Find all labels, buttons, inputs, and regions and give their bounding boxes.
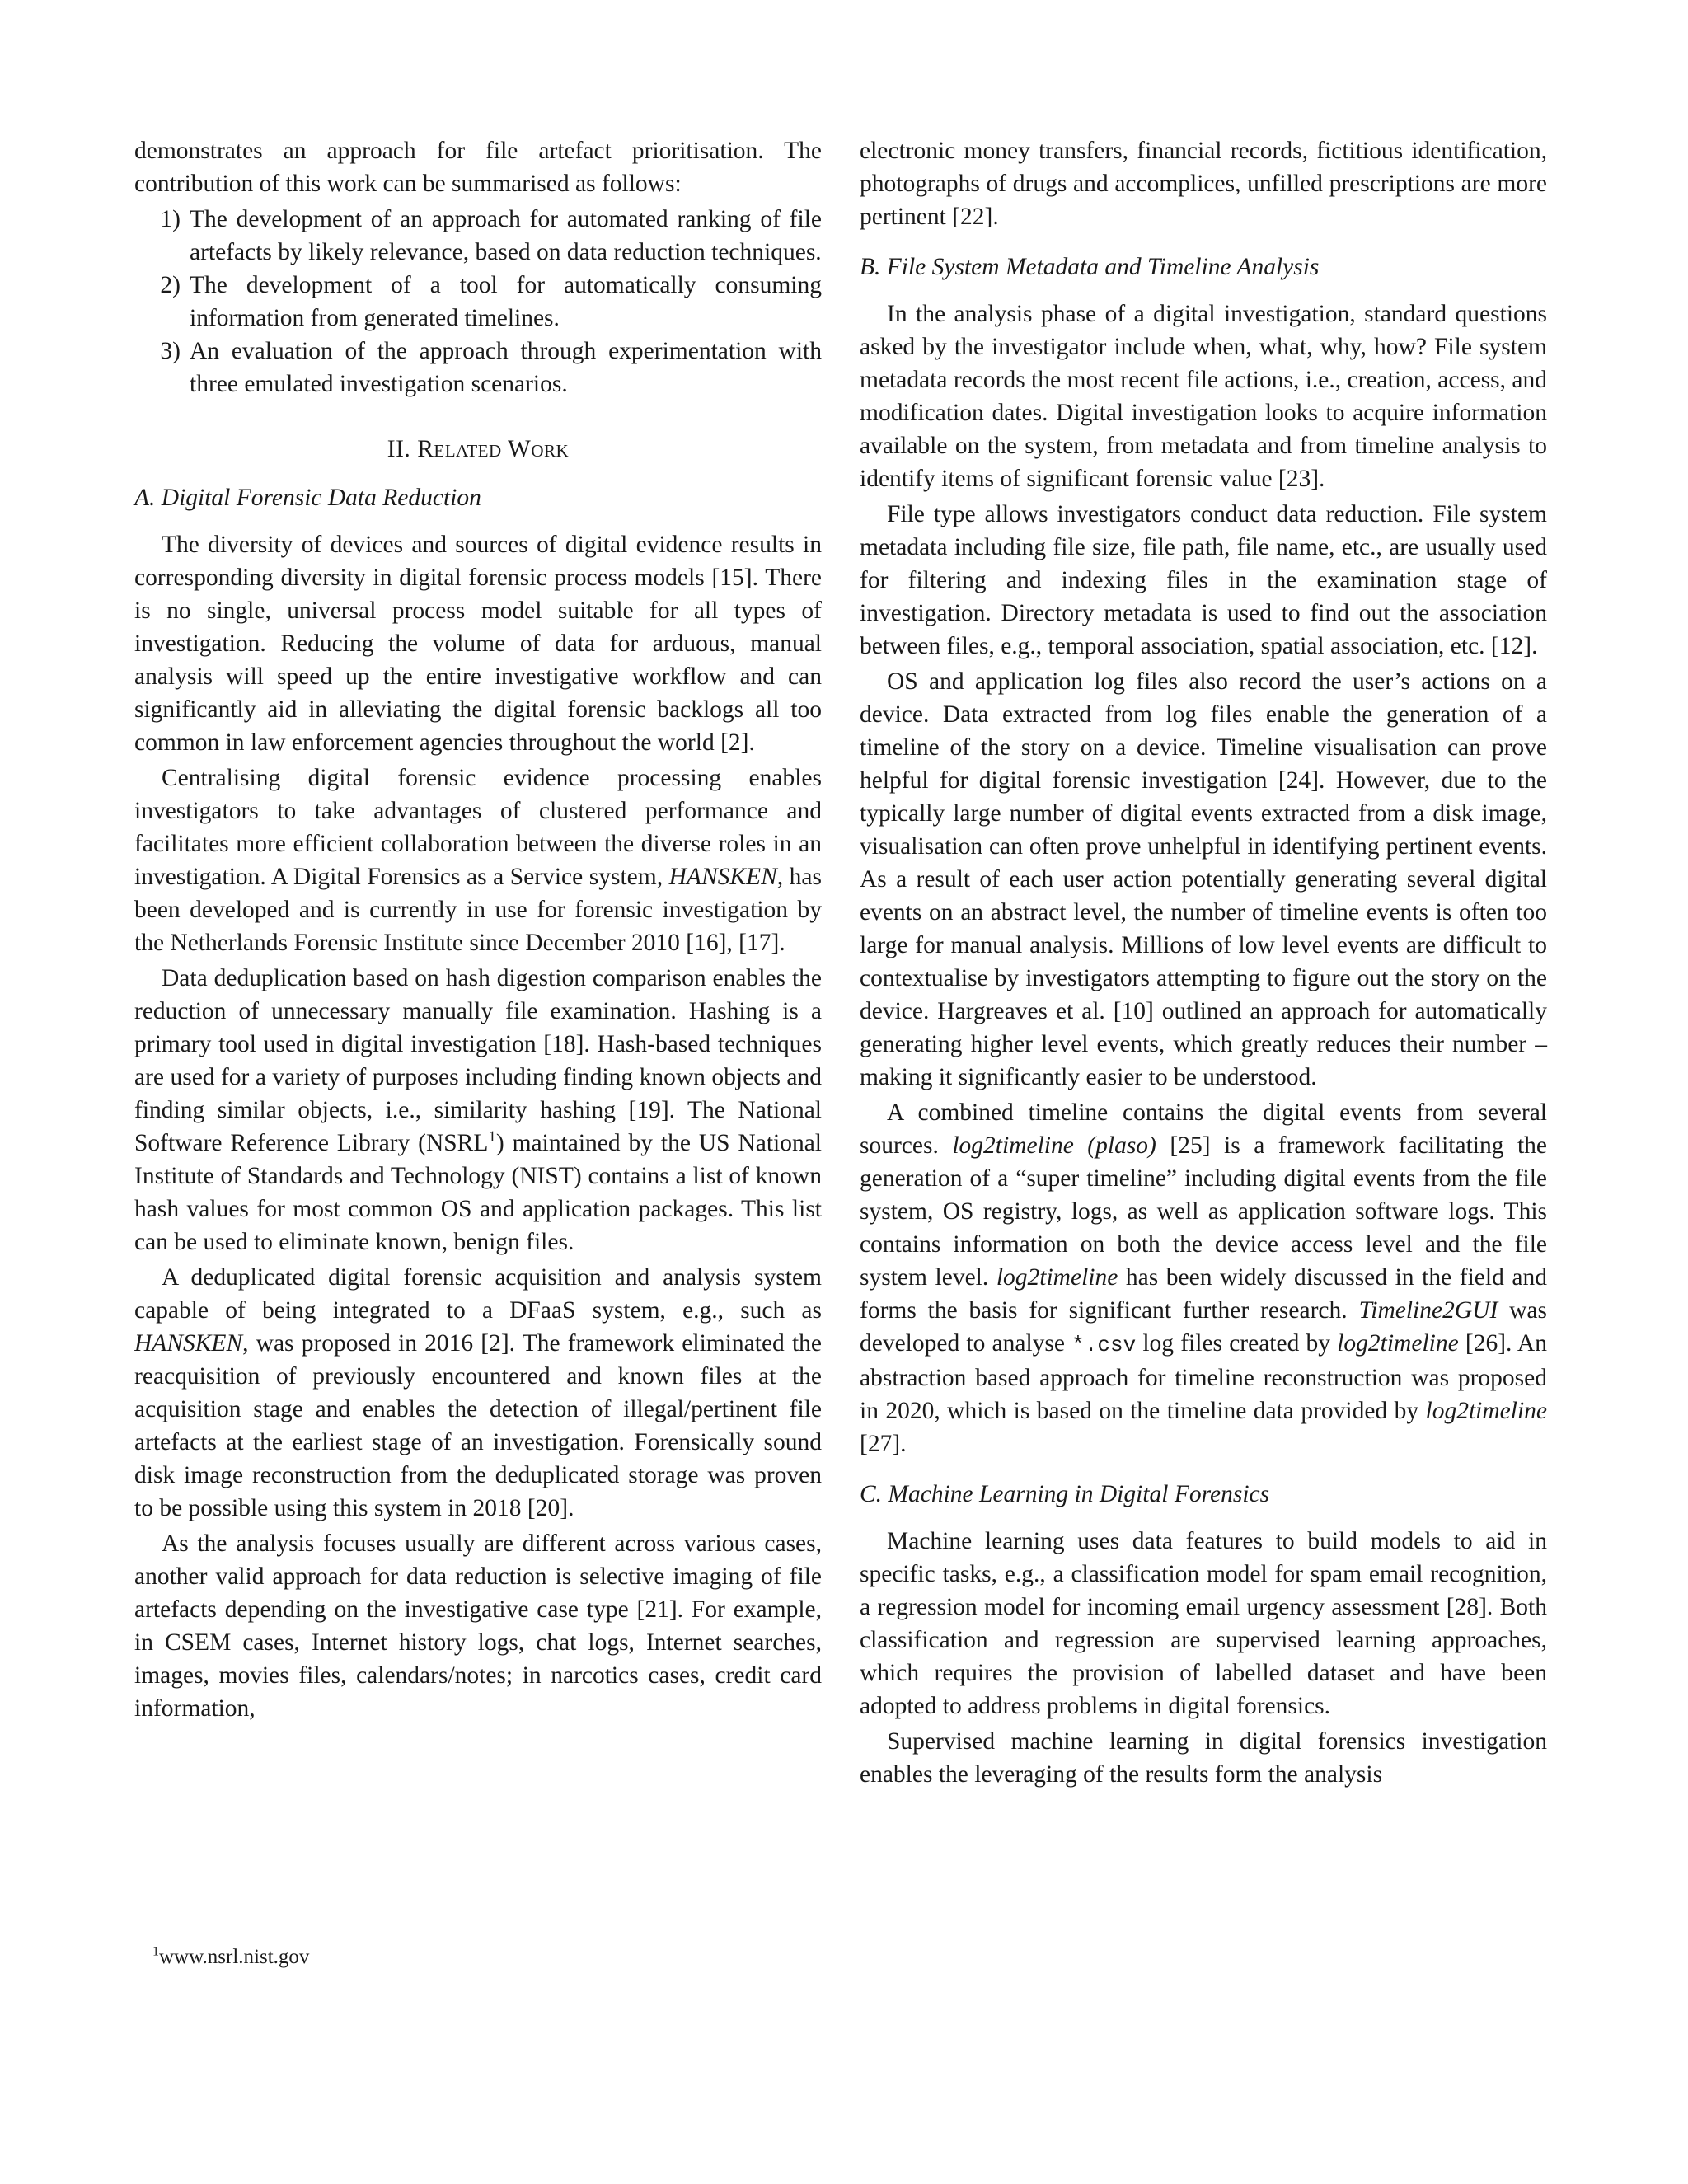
intro-paragraph: demonstrates an approach for file artefact prioritisation. The contribution of this work can be summarised as follows: — [134, 138, 822, 197]
paragraph: File type allows investigators conduct data reduction. File system metadata including file size, file path, file name, etc., are usually used for filtering and indexing files in the examination stage of investigation. Directory metadata is used to find out the association between files, e.g., temporal association, spatial association, etc. [12]. — [860, 501, 1547, 659]
emphasis: log2timeline — [1425, 1398, 1547, 1424]
paragraph: Machine learning uses data features to build models to aid in specific tasks, e.g., a classification model for spam email recognition, a regression model for incoming email urgency assessment [28]. Both classification and regression are supervised learning approaches, which requires the provision of labelled dataset and have been adopted to address problems in digital forensics. — [860, 1528, 1547, 1719]
section-heading — [134, 433, 822, 466]
subsection-heading-a: A. Digital Forensic Data Reduction — [134, 485, 481, 511]
list-item-text: An evaluation of the approach through experimentation with three emulated investigation scenarios. — [190, 338, 822, 397]
paragraph: Data deduplication based on hash digestion comparison enables the reduction of unnecessary manually file examination. Hashing is a primary tool used in digital investigation [18]. Hash-based techniques are used for a variety of purposes including finding known objects and finding similar objects, i.e., similarity hashing [19]. The National Software Reference Library (NSRL$^1$) maintained by the US National Institute of Standards and Technology (NIST) contains a list of known hash values for most common OS and application packages. This list can be used to eliminate known, benign files. — [134, 965, 822, 1255]
paragraph: A combined timeline contains the digital events from several sources. log2timeline (plaso) [25] is a framework facilitating the generation of a “super timeline” including digital events from the file system, OS registry, logs, as well as application software logs. This contains information on both the device access level and the file system level. log2timeline has been widely discussed in the field and forms the basis for significant further research. Timeline2GUI was developed to analyse *.csv log files created by log2timeline [26]. An abstraction based approach for timeline reconstruction was proposed in 2020, which is based on the timeline data provided by log2timeline [27]. — [860, 1099, 1547, 1457]
paragraph: Centralising digital forensic evidence processing enables investigators to take advantages of clustered performance and facilitates more efficient collaboration between the diverse roles in an investigation. A Digital Forensics as a Service system, HANSKEN, has been developed and is currently in use for forensic investigation by the Netherlands Forensic Institute since December 2010 [16], [17]. — [134, 765, 822, 956]
paragraph: In the analysis phase of a digital investigation, standard questions asked by the investigator include when, what, why, how? File system metadata records the most recent file actions, i.e., creation, access, and modification dates. Digital investigation looks to acquire information available on the system, from metadata and from timeline analysis to identify items of significant forensic value [23]. — [860, 301, 1547, 492]
left-column — [134, 134, 822, 1725]
paragraph: OS and application log files also record the user’s actions on a device. Data extracted from log files enable the generation of a timeline of the story on a device. Timeline visualisation can prove helpful for digital forensic investigation [24]. However, due to the typically large number of digital events extracted from a disk image, visualisation can often prove unhelpful in identifying pertinent events. As a result of each user action potentially generating several digital events on an abstract level, the number of timeline events is often too large for manual analysis. Millions of low level events are difficult to contextualise by investigators attempting to figure out the story on the device. Hargreaves et al. [10] outlined an approach for automatically generating higher level events, which greatly reduces their number – making it significantly easier to be understood. — [860, 668, 1547, 1090]
paragraph: A deduplicated digital forensic acquisition and analysis system capable of being integrated to a DFaaS system, e.g., such as HANSKEN, was proposed in 2016 [2]. The framework eliminated the reacquisition of previously encountered and known files at the acquisition stage and enables the detection of illegal/pertinent file artefacts at the earliest stage of an investigation. Forensically sound disk image reconstruction from the deduplicated storage was proven to be possible using this system in 2018 [20]. — [134, 1264, 822, 1521]
list-item — [134, 269, 822, 335]
subsection-heading-b: B. File System Metadata and Timeline Analysis — [860, 254, 1320, 280]
list-item-text: The development of an approach for automated ranking of file artefacts by likely relevance, based on data reduction techniques. — [190, 206, 822, 265]
paragraph: Supervised machine learning in digital forensics investigation enables the leveraging of the results form the analysis — [860, 1728, 1547, 1788]
footnote-mark: 1 — [488, 1128, 496, 1146]
list-item-number: 3) — [160, 338, 181, 364]
code-text: *.csv — [1071, 1333, 1137, 1357]
paragraph: As the analysis focuses usually are different across various cases, another valid approach for data reduction is selective imaging of file artefacts depending on the investigative case type [21]. For example, in CSEM cases, Internet history logs, chat logs, Internet searches, images, movies files, calendars/notes; in narcotics cases, credit card information, — [134, 1530, 822, 1722]
emphasis: log2timeline — [996, 1264, 1118, 1291]
list-item — [134, 203, 822, 269]
contribution-list — [134, 203, 822, 401]
right-column — [860, 134, 1547, 1791]
section-number: II. — [387, 436, 411, 462]
footnote-text: www.nsrl.nist.gov — [159, 1946, 310, 1968]
subsection-heading-c: C. Machine Learning in Digital Forensics — [860, 1481, 1270, 1507]
emphasis: log2timeline — [1337, 1330, 1459, 1357]
list-item-number: 2) — [160, 272, 181, 298]
emphasis: HANSKEN — [134, 1330, 243, 1357]
footnote-number: 1 — [152, 1944, 159, 1959]
emphasis: Timeline2GUI — [1358, 1297, 1498, 1324]
footnote — [152, 1944, 309, 1971]
list-item-number: 1) — [160, 206, 181, 232]
section-title: Related Work — [417, 436, 570, 462]
list-item-text: The development of a tool for automatically consuming information from generated timelines. — [190, 272, 822, 331]
emphasis: log2timeline (plaso) — [952, 1132, 1156, 1159]
list-item — [134, 335, 822, 401]
paragraph: The diversity of devices and sources of digital evidence results in corresponding diversity in digital forensic process models [15]. There is no single, universal process model suitable for all types of investigation. Reducing the volume of data for arduous, manual analysis will speed up the entire investigative workflow and can significantly aid in alleviating the digital forensic backlogs all too common in law enforcement agencies throughout the world [2]. — [134, 532, 822, 756]
emphasis: HANSKEN — [668, 864, 777, 890]
paragraph: electronic money transfers, financial records, fictitious identification, photographs of drugs and accomplices, unfilled prescriptions are more pertinent [22]. — [860, 138, 1547, 230]
